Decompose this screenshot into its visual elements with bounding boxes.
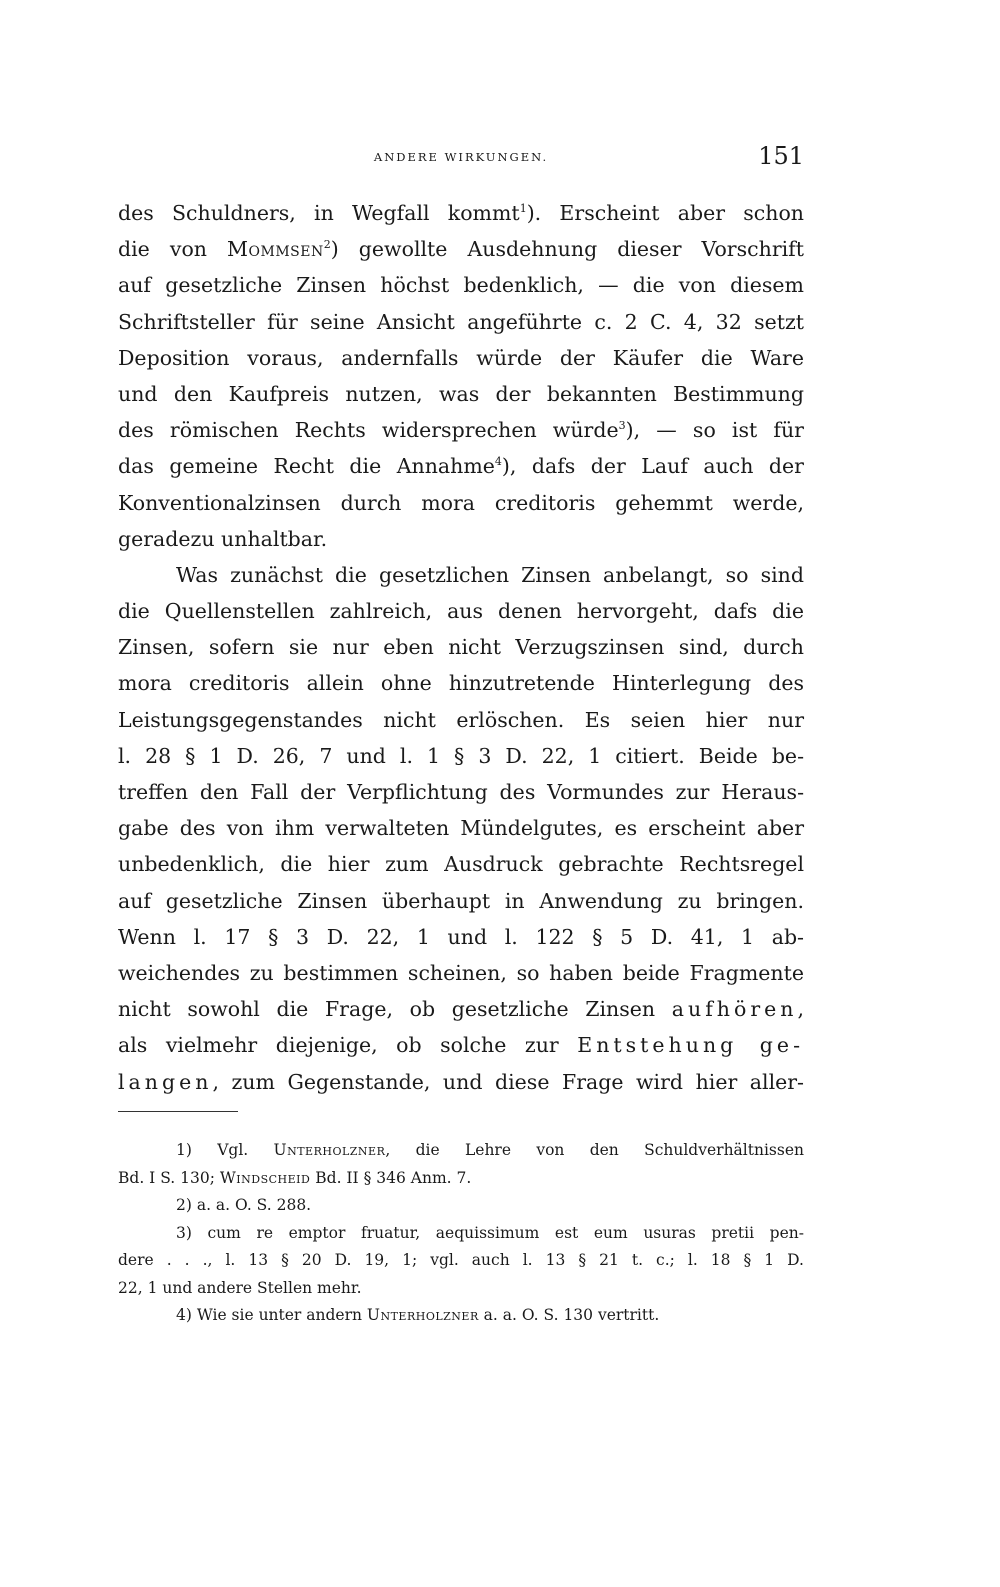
text-line: treffen den Fall der Verpflichtung des Vormundes zur Heraus- — [118, 780, 804, 804]
footnote-line: 2) a. a. O. S. 288. — [176, 1196, 312, 1214]
footnote-ref: 1 — [519, 202, 527, 216]
author-name: Windscheid — [219, 1168, 311, 1187]
footnote-ref: 2 — [323, 238, 331, 252]
document-page — [118, 0, 804, 1587]
text-line: das gemeine Recht die Annahme$^4$), dafs der Lauf auch der — [118, 454, 804, 479]
text-line: l. 28 § 1 D. 26, 7 und l. 1 § 3 D. 22, 1 citiert. Beide be- — [118, 743, 804, 768]
spaced-emphasis: langen — [118, 1069, 213, 1094]
spaced-emphasis: aufhören — [671, 997, 798, 1022]
footnote-line: Bd. I S. 130; Windscheid Bd. II § 346 Anm. 7. — [118, 1168, 472, 1187]
body-text — [118, 195, 804, 1100]
text-line: des Schuldners, in Wegfall kommt$^1$). Erscheint aber schon — [118, 201, 805, 225]
text-line: weichendes zu bestimmen scheinen, so haben beide Fragmente — [118, 960, 804, 985]
text-line: langen, zum Gegenstande, und diese Frage wird hier aller- — [118, 1069, 804, 1094]
running-title: ANDERE WIRKUNGEN. — [373, 150, 549, 164]
footnote-line: dere . . ., l. 13 § 20 D. 19, 1; vgl. auch l. 13 § 21 t. c.; l. 18 § 1 D. — [118, 1251, 804, 1269]
running-head — [118, 142, 804, 172]
footnote-divider — [118, 1111, 238, 1112]
page-number: 151 — [758, 142, 804, 170]
text-line: mora creditoris allein ohne hinzutretende Hinterlegung des — [118, 671, 804, 696]
text-line: und den Kaufpreis nutzen, was der bekannten Bestimmung — [118, 381, 804, 406]
text-line: als vielmehr diejenige, ob solche zur Entstehung ge- — [118, 1033, 804, 1058]
text-line: Leistungsgegenstandes nicht erlöschen. Es seien hier nur — [118, 707, 804, 732]
text-line: Wenn l. 17 § 3 D. 22, 1 und l. 122 § 5 D. 41, 1 ab- — [118, 924, 804, 949]
text-line: nicht sowohl die Frage, ob gesetzliche Zinsen aufhören, — [118, 997, 804, 1022]
text-line: des römischen Rechts widersprechen würde$^3$), — so ist für — [118, 418, 804, 443]
text-line: geradezu unhaltbar. — [118, 526, 328, 551]
text-line: Zinsen, sofern sie nur eben nicht Verzugszinsen sind, durch — [118, 635, 804, 660]
text-line: gabe des von ihm verwalteten Mündelgutes, es erscheint aber — [118, 816, 804, 841]
spaced-emphasis: Entstehung ge- — [577, 1033, 804, 1058]
author-name: Unterholzner — [366, 1306, 479, 1324]
footnote-line: 3) cum re emptor fruatur, aequissimum est eum usuras pretii pen- — [176, 1223, 804, 1242]
author-name: Mommsen — [227, 237, 324, 262]
text-line: die von Mommsen$^2$) gewollte Ausdehnung dieser Vorschrift — [118, 237, 804, 262]
text-line: auf gesetzliche Zinsen überhaupt in Anwendung zu bringen. — [118, 888, 804, 913]
text-line: Schriftsteller für seine Ansicht angeführte c. 2 C. 4, 32 setzt — [118, 309, 804, 334]
footnote-ref: 3 — [618, 419, 626, 433]
footnote-line: 22, 1 und andere Stellen mehr. — [118, 1278, 362, 1297]
text-line: unbedenklich, die hier zum Ausdruck gebrachte Rechtsregel — [118, 852, 804, 877]
text-line: Konventionalzinsen durch mora creditoris gehemmt werde, — [118, 490, 804, 515]
text-line: die Quellenstellen zahlreich, aus denen hervorgeht, dafs die — [118, 599, 804, 624]
footnote-ref: 4 — [494, 455, 502, 469]
author-name: Unterholzner — [273, 1141, 386, 1159]
text-line: Was zunächst die gesetzlichen Zinsen anbelangt, so sind — [176, 562, 804, 587]
text-line: auf gesetzliche Zinsen höchst bedenklich, — die von diesem — [118, 273, 804, 298]
footnotes — [118, 1137, 804, 1330]
text-line: Deposition voraus, andernfalls würde der Käufer die Ware — [118, 345, 804, 370]
footnote-line: 1) Vgl. Unterholzner, die Lehre von den Schuldverhältnissen — [176, 1141, 804, 1159]
footnote-line: 4) Wie sie unter andern Unterholzner a. a. O. S. 130 vertritt. — [176, 1306, 660, 1324]
